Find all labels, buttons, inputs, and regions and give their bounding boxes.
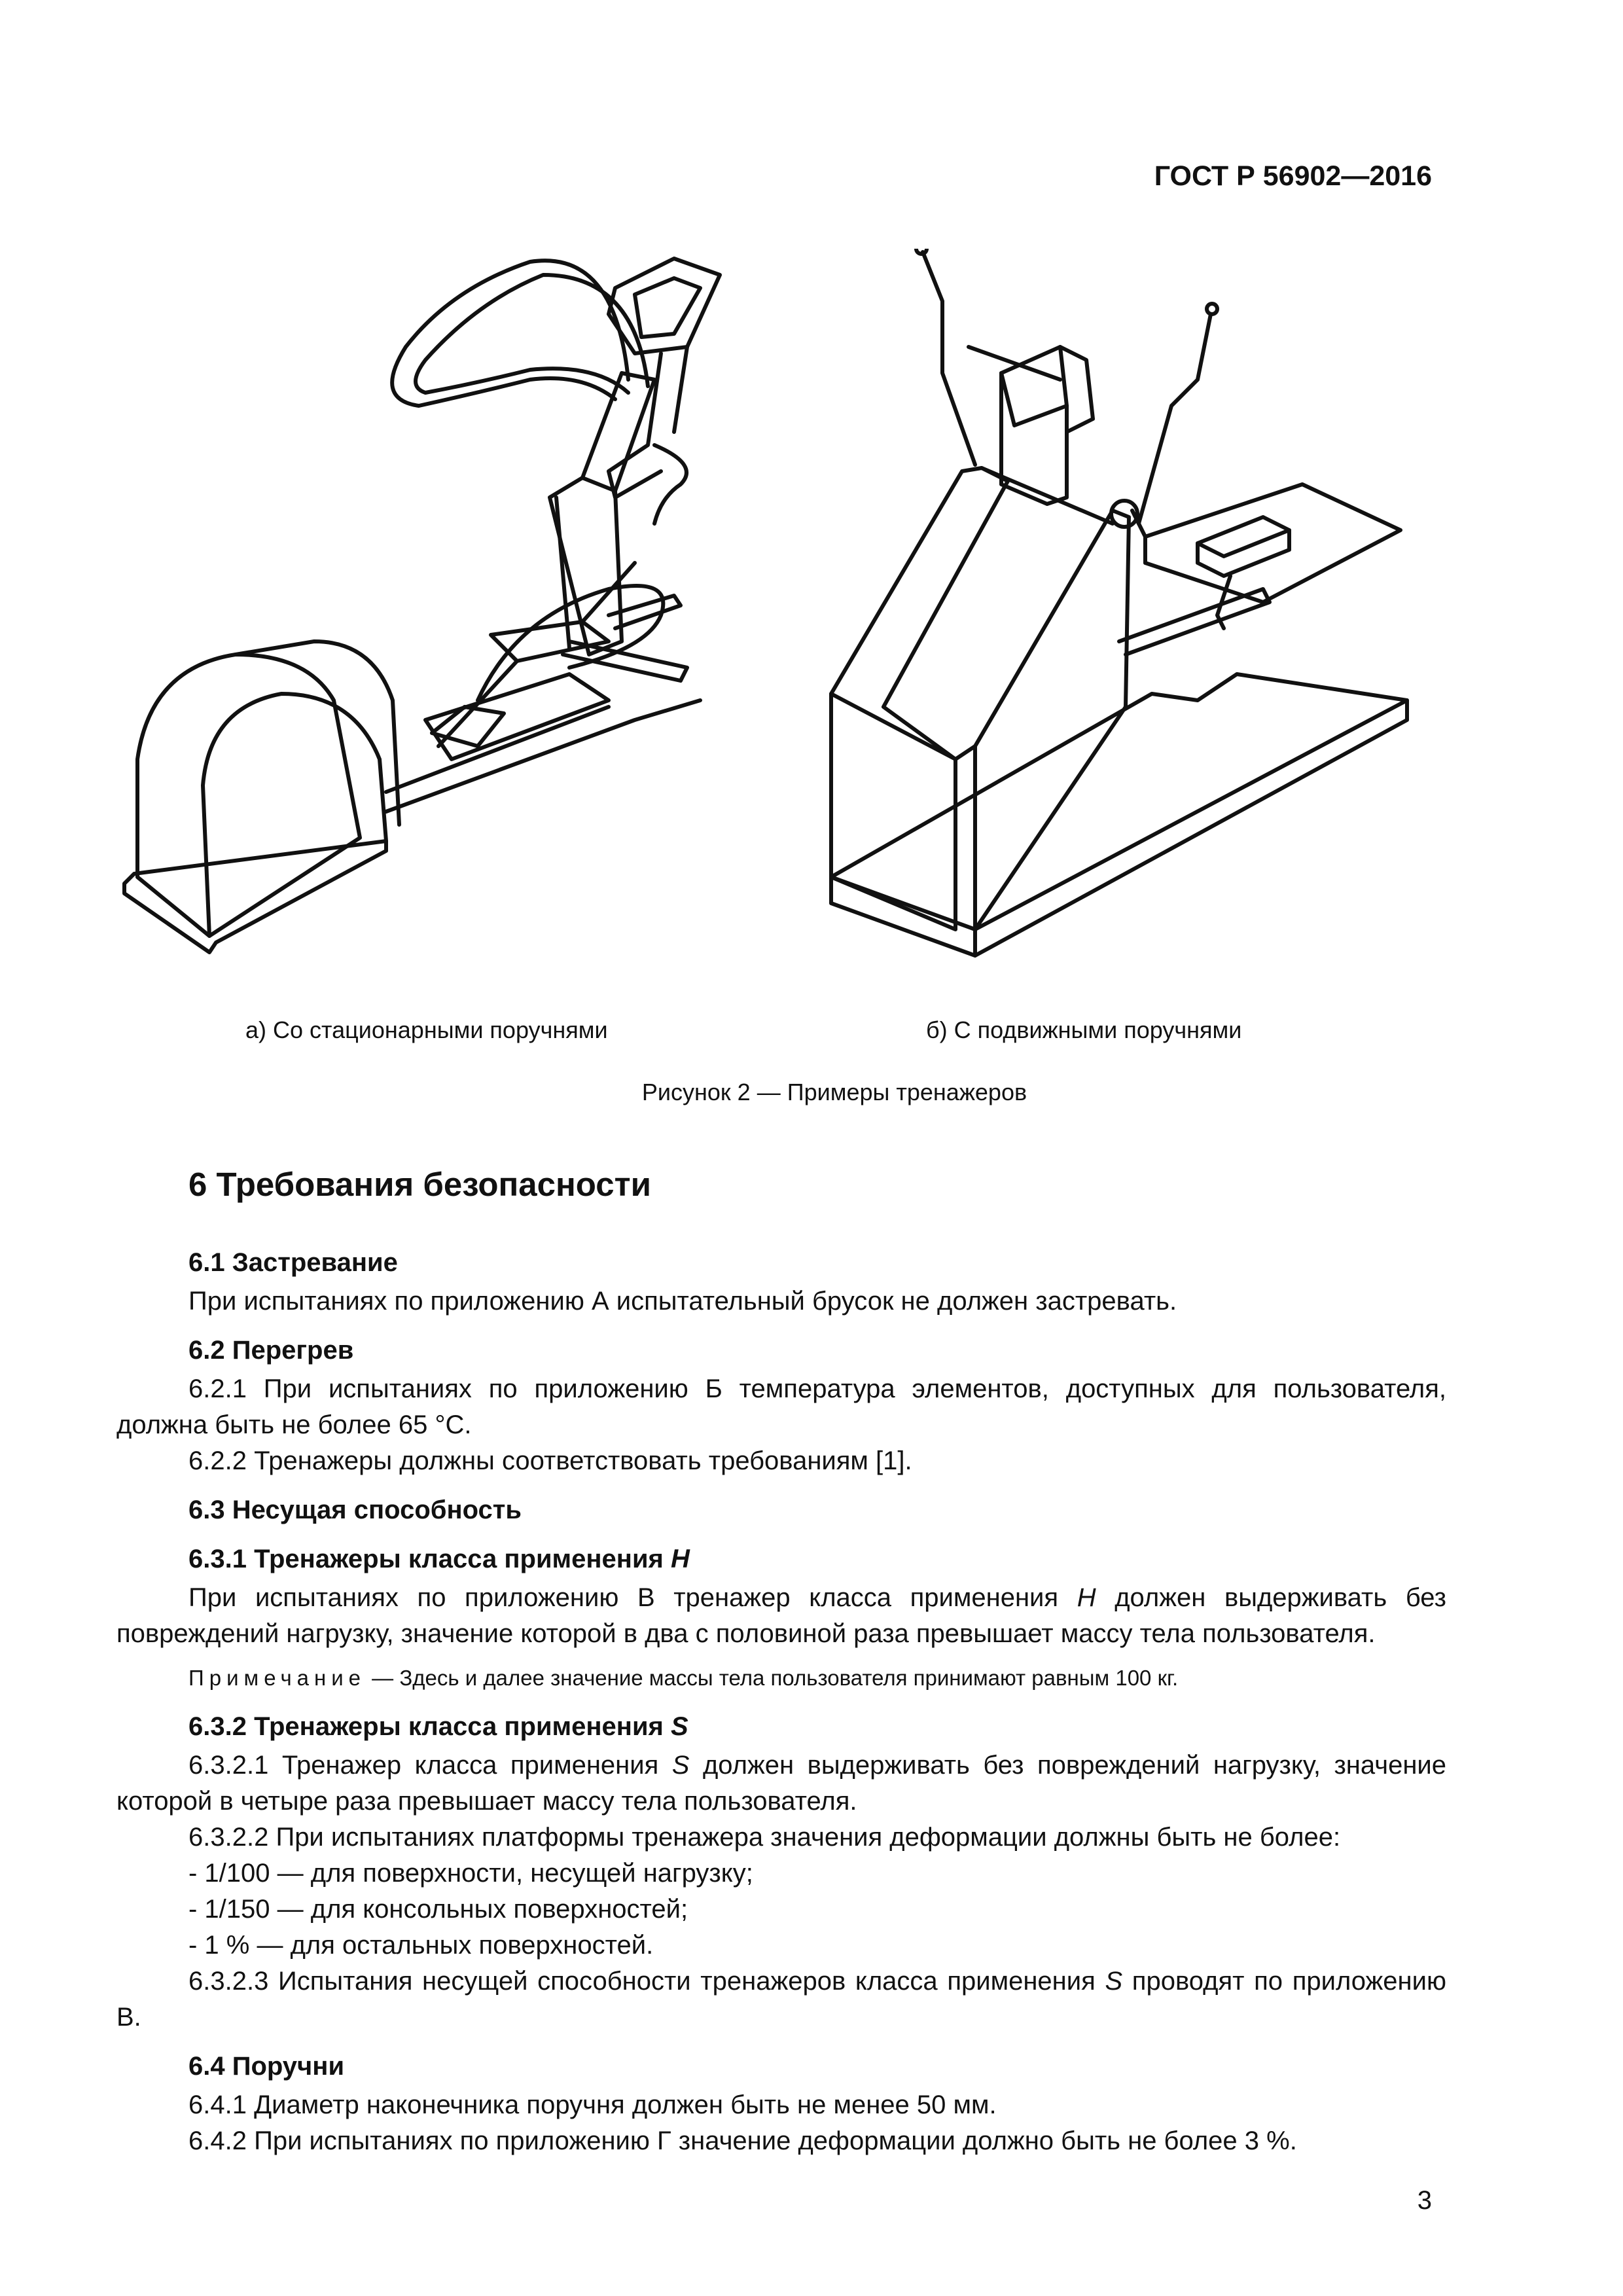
paragraph-6-4-1: 6.4.1 Диаметр наконечника поручня должен быть не менее 50 мм.: [188, 2090, 997, 2119]
document-code: ГОСТ Р 56902—2016: [1154, 160, 1432, 192]
note-text: — Здесь и далее значение массы тела пользователя принимают равным 100 кг.: [366, 1666, 1179, 1690]
section-6-3-1-heading: 6.3.1 Тренажеры класса применения Н: [188, 1545, 690, 1573]
section-6-2-heading: 6.2 Перегрев: [188, 1336, 354, 1365]
elliptical-trainer-drawing: [124, 259, 720, 952]
note: [188, 1660, 1446, 1696]
section-6-3-2-heading: 6.3.2 Тренажеры класса применения S: [188, 1712, 688, 1741]
figure-2: [111, 249, 1446, 982]
paragraph-6-3-2-3: 6.3.2.3 Испытания несущей способности тренажеров класса применения S проводят по приложению В.: [116, 1967, 1446, 2032]
moving-handrails-trainer-drawing: [831, 249, 1407, 956]
section-6-3-heading: 6.3 Несущая способность: [188, 1496, 522, 1524]
paragraph-6-3-2-2: 6.3.2.2 При испытаниях платформы тренажера значения деформации должны быть не более:: [188, 1823, 1341, 1852]
figure-title: Рисунок 2 — Примеры тренажеров: [641, 1079, 1027, 1105]
document-body: [116, 1165, 1446, 2159]
paragraph-6-2-1: 6.2.1 При испытаниях по приложению Б температура элементов, доступных для пользователя, должна быть не более 65 °С.: [116, 1374, 1446, 1439]
figure-caption-a: а) Со стационарными поручнями: [245, 1016, 608, 1043]
section-6-1-text: При испытаниях по приложению А испытательный брусок не должен застревать.: [188, 1287, 1177, 1316]
paragraph-6-4-2: 6.4.2 При испытаниях по приложению Г значение деформации должно быть не более 3 %.: [188, 2126, 1297, 2155]
list-item: - 1/100 — для поверхности, несущей нагрузку;: [188, 1859, 753, 1888]
section-6-1-heading: 6.1 Застревание: [188, 1248, 398, 1277]
paragraph-6-3-1: При испытаниях по приложению В тренажер класса применения Н должен выдерживать без повреждений нагрузку, значение которой в два с половиной раза превышает массу тела пользователя.: [116, 1583, 1446, 1648]
list-item: - 1/150 — для консольных поверхностей;: [188, 1895, 688, 1924]
list-item: - 1 % — для остальных поверхностей.: [188, 1931, 654, 1960]
paragraph-6-3-2-1: 6.3.2.1 Тренажер класса применения S должен выдерживать без повреждений нагрузку, значение которой в четыре раза превышает массу тела пользователя.: [116, 1751, 1447, 1816]
figure-caption-b: б) С подвижными поручнями: [926, 1016, 1242, 1043]
note-label: Примечание: [188, 1666, 366, 1690]
paragraph-6-2-2: 6.2.2 Тренажеры должны соответствовать требованиям [1].: [188, 1446, 912, 1475]
section-6-title: 6 Требования безопасности: [188, 1166, 651, 1203]
page-number: 3: [1417, 2186, 1432, 2215]
section-6-4-heading: 6.4 Поручни: [188, 2052, 345, 2081]
